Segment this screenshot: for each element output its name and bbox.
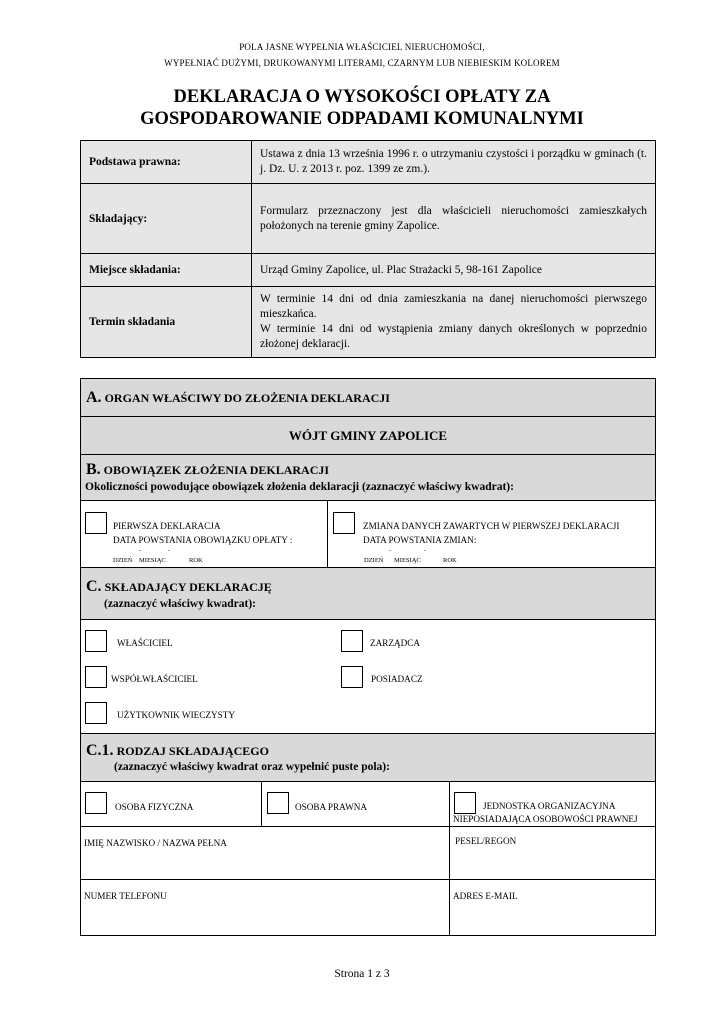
document-title-line2: GOSPODAROWANIE ODPADAMI KOMUNALNYMI [140,109,584,129]
section-c1-fields [80,781,656,936]
manager-checkbox[interactable] [341,630,363,652]
possessor-checkbox[interactable] [341,666,363,688]
instruction-note-line2: WYPEŁNIAĆ DUŻYMI, DRUKOWANYMI LITERAMI, CZARNYM LUB NIEBIESKIM KOLOREM [164,58,560,68]
natural-person-label: OSOBA FIZYCZNA [115,802,194,812]
phone-label: NUMER TELEFONU [84,891,167,901]
email-label: ADRES E-MAIL [453,891,518,901]
section-c1-subtitle: (zaznaczyć właściwy kwadrat oraz wypełnić puste pola): [114,761,390,773]
legal-person-label: OSOBA PRAWNA [295,802,368,812]
instruction-note-line1: POLA JASNE WYPEŁNIA WŁAŚCICIEL NIERUCHOMOŚCI, [239,42,485,52]
info-row-place [81,254,656,287]
perpetual-user-checkbox[interactable] [85,702,107,724]
section-c1-header [80,733,656,782]
divider [327,501,328,567]
deadline-text [260,292,647,352]
document-title-line1: DEKLARACJA O WYSOKOŚCI OPŁATY ZA [173,87,551,107]
perpetual-user-label: UŻYTKOWNIK WIECZYSTY [117,710,235,720]
info-key: Podstawa prawna: [81,141,252,184]
change-declaration-checkbox[interactable] [333,512,355,534]
info-value: Formularz przeznaczony jest dla właścicieli nieruchomości zamieszkałych położonych na terenie gminy Zapolice. [252,184,656,254]
deadline-line: W terminie 14 dni od wystąpienia zmiany danych określonych w poprzednio złożonej deklaracji. [260,323,647,350]
section-b-options [80,500,656,568]
organizational-unit-label-line1: JEDNOSTKA ORGANIZACYJNA [483,801,616,811]
date-separator: - [139,547,142,554]
natural-person-checkbox[interactable] [85,792,107,814]
info-row-deadline [81,287,656,358]
info-row-legal-basis [81,141,656,184]
month-label: MIESIĄC [139,557,166,564]
section-b-letter: B. [86,461,101,478]
organ-name: WÓJT GMINY ZAPOLICE [288,428,448,443]
day-label: DZIEŃ [364,557,384,564]
full-name-field[interactable] [81,827,448,879]
section-c-title: SKŁADAJĄCY DEKLARACJĘ [104,580,272,594]
owner-checkbox[interactable] [85,630,107,652]
co-owner-checkbox[interactable] [85,666,107,688]
section-a-organ [80,416,656,455]
organizational-unit-label-line2: NIEPOSIADAJĄCA OSOBOWOŚCI PRAWNEJ [453,814,638,824]
section-c1-letter: C.1. [86,742,114,759]
section-b-title: OBOWIĄZEK ZŁOŻENIA DEKLARACJI [103,463,330,477]
date-separator: - [168,547,171,554]
change-date-label: DATA POWSTANIA ZMIAN: [363,535,477,545]
deadline-line: W terminie 14 dni od dnia zamieszkania na danej nieruchomości pierwszego mieszkańca. [260,293,647,320]
phone-field[interactable] [81,880,448,935]
co-owner-label: WSPÓŁWŁAŚCICIEL [111,674,198,684]
info-key: Miejsce składania: [81,254,252,287]
section-a-header [80,378,656,417]
day-label: DZIEŃ [113,557,133,564]
section-b-header [80,454,656,501]
info-table [80,140,656,358]
section-c1-title: RODZAJ SKŁADAJĄCEGO [116,744,269,758]
section-c-options [80,619,656,734]
info-key: Termin składania [81,287,252,358]
section-a-letter: A. [86,389,102,406]
change-declaration-label: ZMIANA DANYCH ZAWARTYCH W PIERWSZEJ DEKLARACJI [363,521,620,531]
section-c-subtitle: (zaznaczyć właściwy kwadrat): [104,598,257,610]
section-b-subtitle: Okoliczności powodujące obowiązek złożenia deklaracji (zaznaczyć właściwy kwadrat): [85,481,514,493]
info-row-submitter [81,184,656,254]
full-name-label: IMIĘ NAZWISKO / NAZWA PEŁNA [84,838,227,848]
section-c-header [80,567,656,620]
year-label: ROK [189,557,203,564]
first-declaration-label: PIERWSZA DEKLARACJA [113,521,221,531]
pesel-regon-label: PESEL/REGON [455,836,517,846]
organizational-unit-checkbox[interactable] [454,792,476,814]
info-key: Składający: [81,184,252,254]
manager-label: ZARZĄDCA [370,638,421,648]
date-separator: - [389,547,392,554]
owner-label: WŁAŚCICIEL [117,638,173,648]
first-declaration-checkbox[interactable] [85,512,107,534]
pesel-regon-field[interactable] [450,827,655,879]
email-field[interactable] [450,880,655,935]
legal-person-checkbox[interactable] [267,792,289,814]
possessor-label: POSIADACZ [371,674,423,684]
section-c-letter: C. [86,578,102,595]
date-separator: - [424,547,427,554]
section-a-title: ORGAN WŁAŚCIWY DO ZŁOŻENIA DEKLARACJI [104,391,390,405]
page-number: Strona 1 z 3 [334,968,390,980]
year-label: ROK [443,557,457,564]
month-label: MIESIĄC [394,557,421,564]
info-value: Urząd Gminy Zapolice, ul. Plac Strażacki 5, 98-161 Zapolice [252,254,656,287]
obligation-date-label: DATA POWSTANIA OBOWIĄZKU OPŁATY : [113,535,293,545]
info-value: Ustawa z dnia 13 września 1996 r. o utrzymaniu czystości i porządku w gminach (t. j. Dz. U. z 2013 r. poz. 1399 ze zm.). [252,141,656,184]
info-value [252,287,656,358]
divider [261,782,262,826]
